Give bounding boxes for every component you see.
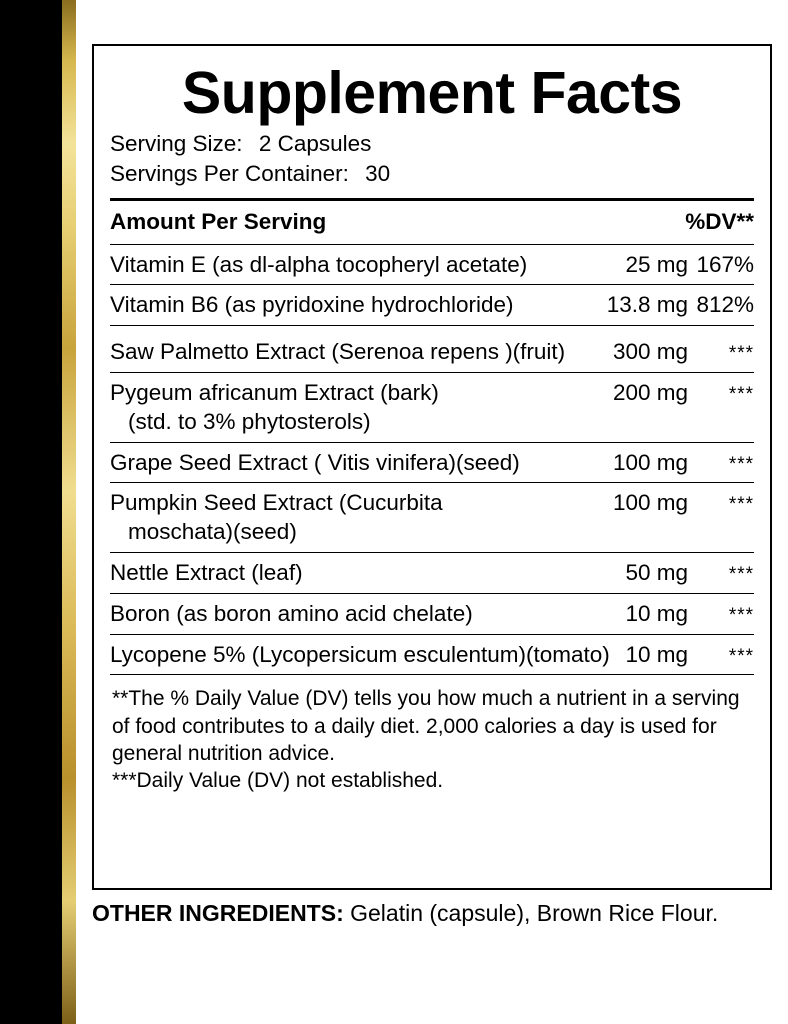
servings-per-container-label: Servings Per Container: <box>110 161 349 187</box>
serving-size-value: 2 Capsules <box>258 131 372 156</box>
amount-per-serving-header <box>110 201 754 244</box>
nutrient-dv: 167% <box>696 251 754 277</box>
nutrient-amount: 50 mg <box>625 559 688 585</box>
other-ingredients-value: Gelatin (capsule), Brown Rice Flour. <box>350 900 719 926</box>
table-row <box>110 285 754 325</box>
nutrient-dv: *** <box>728 383 754 405</box>
nutrient-amount: 10 mg <box>625 641 688 667</box>
other-ingredients <box>92 900 782 928</box>
amount-per-serving-label: Amount Per Serving <box>110 208 327 234</box>
other-ingredients-label: OTHER INGREDIENTS: <box>92 900 344 926</box>
nutrient-amount: 300 mg <box>612 339 688 365</box>
left-black-border <box>0 0 62 1024</box>
nutrient-amount: 100 mg <box>612 490 688 516</box>
nutrient-name: Nettle Extract (leaf) <box>110 559 303 585</box>
nutrient-name <box>110 489 613 547</box>
nutrient-name-main: Pumpkin Seed Extract (Cucurbita <box>110 490 443 516</box>
table-row <box>110 594 754 634</box>
table-row <box>110 245 754 285</box>
serving-size-line <box>110 129 754 159</box>
table-row <box>110 332 754 372</box>
nutrient-dv: *** <box>728 343 754 365</box>
nutrient-dv: *** <box>728 563 754 585</box>
nutrient-amount: 200 mg <box>612 379 688 405</box>
servings-per-container-value: 30 <box>365 161 391 187</box>
left-gold-stripe <box>62 0 76 1024</box>
nutrient-name-sub: (std. to 3% phytosterols) <box>128 408 371 434</box>
nutrient-dv: *** <box>728 645 754 667</box>
footnote-dv-not-established: ***Daily Value (DV) not established. <box>112 769 444 793</box>
table-row <box>110 443 754 483</box>
serving-size-label: Serving Size: <box>110 131 243 156</box>
page-title: Supplement Facts <box>181 60 683 126</box>
footnote-daily-value: **The % Daily Value (DV) tells you how much a nutrient in a serving of food contributes to a daily diet. 2,000 calories a day is used for general nutrition advice. <box>112 687 740 765</box>
nutrient-name: Vitamin B6 (as pyridoxine hydrochloride) <box>110 292 514 318</box>
table-row <box>110 553 754 593</box>
nutrient-dv: *** <box>728 494 754 516</box>
nutrient-name-sub: moschata)(seed) <box>128 519 297 545</box>
nutrient-dv: *** <box>728 604 754 626</box>
nutrient-name-main: Pygeum africanum Extract (bark) <box>110 379 439 405</box>
nutrient-name: Saw Palmetto Extract (Serenoa repens )(fruit) <box>110 339 566 365</box>
nutrient-dv: 812% <box>696 292 754 318</box>
nutrient-amount: 10 mg <box>625 600 688 626</box>
nutrient-amount: 13.8 mg <box>606 292 688 318</box>
table-row <box>110 483 754 552</box>
nutrient-name: Boron (as boron amino acid chelate) <box>110 600 473 626</box>
nutrient-name: Vitamin E (as dl-alpha tocopheryl acetate) <box>110 251 528 277</box>
nutrient-amount: 25 mg <box>625 251 688 277</box>
table-row <box>110 373 754 442</box>
servings-per-container-line <box>110 159 754 189</box>
nutrient-name: Grape Seed Extract ( Vitis vinifera)(seed) <box>110 449 520 475</box>
nutrient-name <box>110 379 613 437</box>
footnotes <box>110 675 754 794</box>
table-row <box>110 635 754 675</box>
supplement-facts-panel <box>92 44 772 890</box>
dv-header-label: %DV** <box>685 208 754 234</box>
nutrient-dv: *** <box>728 453 754 475</box>
nutrient-name: Lycopene 5% (Lycopersicum esculentum)(tomato) <box>110 641 610 667</box>
nutrient-amount: 100 mg <box>612 449 688 475</box>
